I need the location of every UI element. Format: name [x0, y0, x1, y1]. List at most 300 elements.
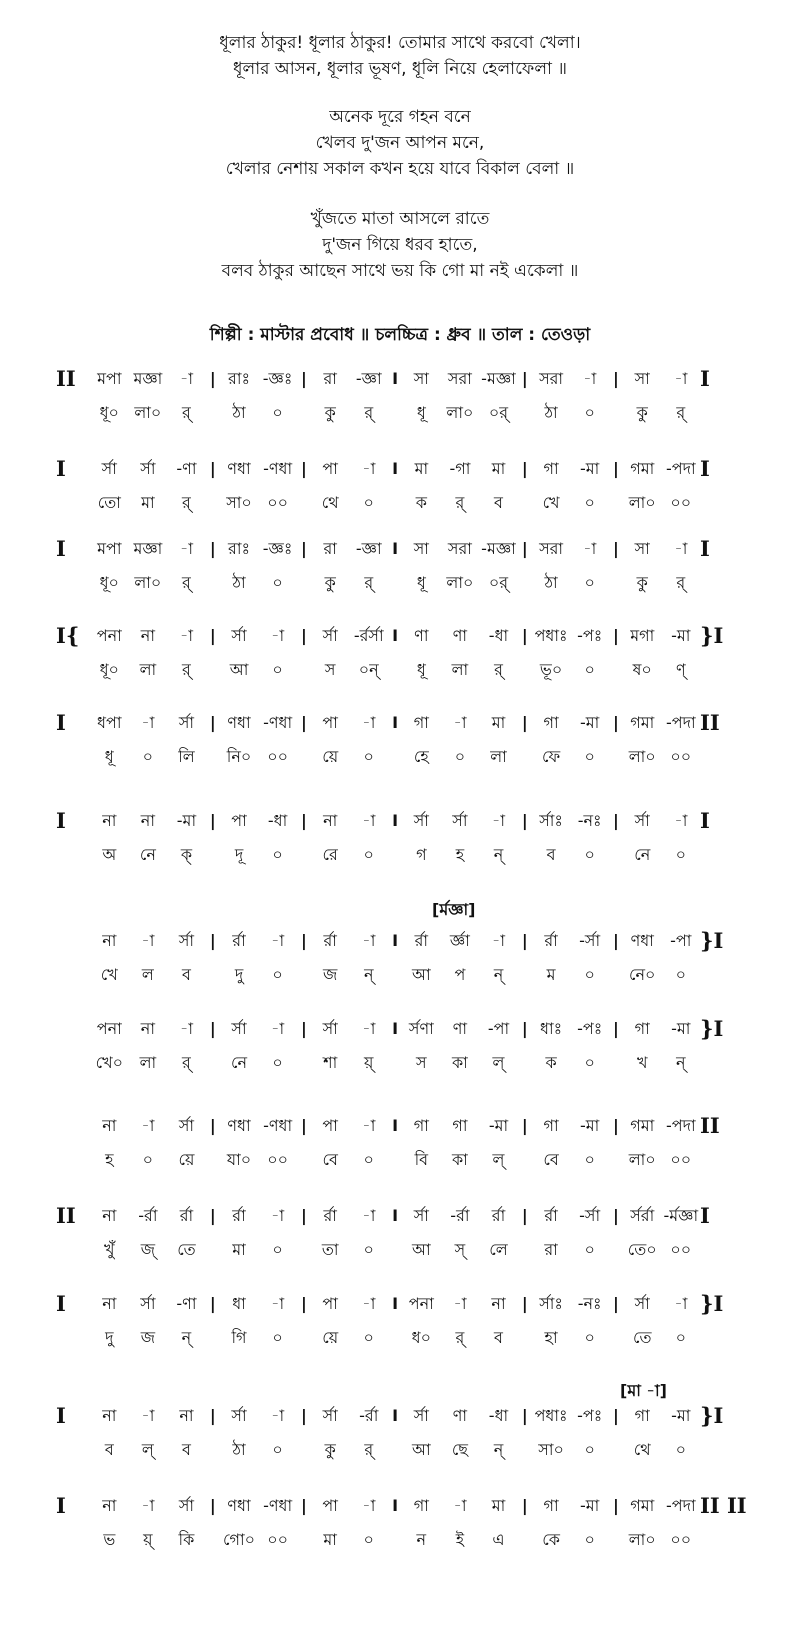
syllable: কু	[636, 573, 648, 592]
syllable: ধূ	[416, 573, 426, 592]
barline: |	[521, 1406, 528, 1425]
swara-note: র্সা	[231, 1019, 247, 1038]
swara-note: -া	[453, 1294, 467, 1313]
syllable: ০	[584, 403, 595, 422]
syllable: ল্	[141, 1440, 154, 1459]
swara-row	[90, 368, 700, 390]
syllable: ধূ	[416, 660, 426, 679]
notation-system	[0, 1495, 800, 1565]
swara-note: -মা	[176, 811, 197, 830]
barline: |	[613, 811, 619, 830]
syllable: ০	[363, 1240, 374, 1259]
syllable: মা	[323, 1530, 337, 1549]
swara-note: -া	[362, 713, 376, 732]
swara-note: -পঃ	[577, 1019, 603, 1038]
syllable	[609, 1439, 623, 1461]
swara-note: র্সা	[634, 811, 650, 830]
syllable	[609, 402, 623, 424]
notation-system	[0, 625, 800, 695]
start-barline: I	[56, 1291, 66, 1316]
barline: I	[392, 1206, 399, 1225]
swara-note: ণধা	[227, 1116, 251, 1135]
syllable: ব	[104, 1440, 114, 1459]
swara-note: -নঃ	[577, 1294, 602, 1313]
syllable: প	[454, 965, 466, 984]
syllable: আ	[229, 660, 249, 679]
syllable: লি	[178, 747, 195, 766]
annotation: [মা -া]	[620, 1381, 667, 1400]
swara-note: সা	[413, 539, 429, 558]
end-barline: II	[700, 1113, 720, 1138]
swara-row	[90, 1495, 700, 1517]
swara-note: -া	[141, 1496, 155, 1515]
barline: |	[300, 1496, 307, 1515]
lyric-syllable-row	[90, 746, 700, 768]
syllable: কু	[324, 573, 336, 592]
syllable: র্	[676, 403, 686, 422]
barline: |	[613, 931, 619, 950]
swara-note: -মা	[579, 459, 600, 478]
lyric-syllable-row	[90, 1439, 700, 1461]
syllable: কু	[324, 1440, 336, 1459]
barline: |	[613, 626, 619, 645]
swara-note: গমা	[630, 459, 655, 478]
lyric-syllable-row	[90, 1327, 700, 1349]
swara-note: -ধা	[267, 811, 288, 830]
swara-note: -া	[141, 1406, 155, 1425]
swara-note: সরা	[539, 369, 564, 388]
lyric-line: ধূলার আসন, ধূলার ভূষণ, ধূলি নিয়ে হেলাফেলা ॥	[233, 59, 567, 79]
syllable: লা০	[446, 573, 474, 592]
swara-note: -পঃ	[577, 626, 603, 645]
swara-note: -ণধা	[263, 713, 293, 732]
notation-system	[0, 1018, 800, 1088]
syllable: কু	[324, 403, 336, 422]
swara-note: মপা	[97, 369, 122, 388]
lyric-syllable-row	[90, 1052, 700, 1074]
swara-note: -া	[674, 1294, 688, 1313]
swara-note: -পা	[487, 1019, 510, 1038]
lyric-syllable-row	[90, 659, 700, 681]
syllable: ০	[363, 493, 374, 512]
syllable	[388, 844, 402, 866]
syllable: ০	[675, 1440, 686, 1459]
swara-row	[90, 810, 700, 832]
swara-note: র্রা	[323, 1206, 337, 1225]
annotation: [র্মজ্ঞা]	[432, 900, 476, 919]
swara-note: -া	[453, 1496, 467, 1515]
syllable: আ	[412, 1240, 431, 1259]
swara-note: ণা	[452, 1406, 468, 1425]
notation-system	[0, 368, 800, 438]
swara-note: গা	[413, 1116, 429, 1135]
swara-note: র্সা	[101, 459, 117, 478]
syllable: ধ০	[411, 1328, 432, 1347]
barline: |	[521, 931, 528, 950]
swara-note: রা	[323, 539, 337, 558]
syllable: খে০	[95, 1053, 123, 1072]
syllable: ০০	[267, 1150, 288, 1169]
swara-note: র্সা	[322, 626, 338, 645]
barline: |	[209, 713, 216, 732]
syllable: ন্	[493, 1440, 504, 1459]
barline: |	[521, 811, 528, 830]
barline: |	[613, 539, 619, 558]
swara-note: পা	[322, 1294, 338, 1313]
syllable	[297, 844, 311, 866]
syllable: ০	[584, 660, 595, 679]
swara-note: -া	[179, 1019, 194, 1038]
swara-note: -া	[141, 713, 155, 732]
swara-note: -জ্ঞঃ	[262, 539, 293, 558]
swara-note: -মজ্ঞা	[481, 369, 516, 388]
swara-note: না	[102, 1206, 117, 1225]
syllable: ০র্	[488, 403, 509, 422]
syllable	[206, 572, 220, 594]
syllable	[609, 492, 623, 514]
syllable: কা	[451, 1150, 468, 1169]
syllable	[518, 964, 532, 986]
swara-note: -া	[271, 1019, 285, 1038]
barline: I	[392, 539, 399, 558]
syllable: ০	[584, 493, 595, 512]
syllable: ধূ০	[99, 573, 119, 592]
swara-note: সরা	[539, 539, 564, 558]
swara-note: -া	[271, 1294, 285, 1313]
swara-note: সরা	[447, 369, 472, 388]
syllable: হে	[413, 747, 429, 766]
barline: |	[521, 1496, 528, 1515]
swara-note: ণা	[414, 626, 429, 645]
swara-note: র্রা	[544, 1206, 558, 1225]
syllable: ০০	[267, 493, 288, 512]
swara-note: ণা	[452, 626, 468, 645]
syllable: য়্	[364, 1053, 374, 1072]
syllable: র্	[364, 403, 374, 422]
syllable: র্	[182, 1053, 191, 1072]
swara-note: র্সা	[413, 1206, 429, 1225]
swara-note: না	[140, 811, 155, 830]
syllable	[297, 1239, 311, 1261]
notation-system	[0, 458, 800, 528]
syllable: য়্	[143, 1530, 153, 1549]
swara-note: পা	[322, 1116, 338, 1135]
swara-note: -পদা	[665, 1496, 696, 1515]
syllable: ০	[142, 1150, 154, 1169]
swara-note: -পঃ	[577, 1406, 603, 1425]
barline: I	[392, 811, 399, 830]
swara-note: -র্সা	[579, 931, 601, 950]
syllable: ০	[272, 573, 283, 592]
syllable: রা	[544, 1240, 558, 1259]
swara-note: -মা	[579, 713, 600, 732]
barline: I	[392, 713, 399, 732]
syllable: খে	[542, 493, 560, 512]
syllable: ০	[272, 845, 283, 864]
syllable: ন্	[363, 965, 374, 984]
syllable: ০	[584, 747, 595, 766]
swara-note: গা	[543, 1496, 559, 1515]
swara-note: -পদা	[665, 459, 696, 478]
syllable	[206, 1529, 220, 1551]
barline: |	[613, 1116, 619, 1135]
syllable: গি	[231, 1328, 247, 1347]
start-barline: I	[56, 1403, 66, 1428]
syllable: বে	[322, 1150, 338, 1169]
swara-note: -মজ্ঞা	[481, 539, 516, 558]
syllable: ন	[416, 1530, 427, 1549]
syllable	[518, 746, 532, 768]
swara-note: সা	[634, 539, 650, 558]
lyric-syllable-row	[90, 1529, 700, 1551]
syllable: কি	[178, 1530, 195, 1549]
swara-note: র্সা	[231, 626, 247, 645]
syllable: লা	[139, 660, 157, 679]
syllable	[388, 964, 402, 986]
syllable: লে	[489, 1240, 508, 1259]
swara-note: ণধা	[227, 1496, 251, 1515]
syllable: নে	[231, 1053, 248, 1072]
syllable: ০	[142, 747, 154, 766]
barline: |	[521, 369, 528, 388]
syllable: ০	[454, 747, 466, 766]
syllable: হ	[105, 1150, 114, 1169]
barline: |	[300, 626, 307, 645]
barline: I	[392, 1294, 399, 1313]
lyric-syllable-row	[90, 844, 700, 866]
notation-system	[0, 538, 800, 608]
swara-note: -া	[362, 1116, 376, 1135]
barline: |	[300, 811, 307, 830]
barline: |	[521, 1294, 528, 1313]
swara-note: র্সর্রা	[630, 1206, 655, 1225]
swara-note: গা	[543, 459, 559, 478]
syllable: ০ন্	[358, 660, 379, 679]
syllable: শা	[323, 1053, 338, 1072]
syllable: তে	[632, 1328, 652, 1347]
syllable: স্	[454, 1240, 466, 1259]
syllable: র্	[182, 493, 191, 512]
swara-note: পধাঃ	[534, 1406, 568, 1425]
syllable: লা০	[134, 403, 162, 422]
stanza-1	[0, 30, 800, 82]
syllable: সা০	[226, 493, 252, 512]
syllable	[297, 1439, 311, 1461]
lyric-line: খেলার নেশায় সকাল কখন হয়ে যাবে বিকাল বেলা ॥	[225, 159, 575, 179]
syllable: ০০	[670, 1150, 692, 1169]
syllable	[297, 659, 311, 681]
swara-note: পনা	[96, 1019, 122, 1038]
start-barline: I	[56, 536, 66, 561]
swara-row	[90, 1293, 700, 1315]
swara-note: র্রা	[544, 931, 558, 950]
syllable: হা	[544, 1328, 558, 1347]
end-barline: II	[700, 710, 720, 735]
swara-note: -া	[674, 539, 688, 558]
swara-note: মা	[414, 459, 429, 478]
syllable: নে০	[629, 965, 656, 984]
syllable: ০	[584, 1440, 595, 1459]
barline: |	[521, 1019, 528, 1038]
swara-note: পা	[322, 459, 338, 478]
swara-note: সরা	[447, 539, 472, 558]
syllable: স	[416, 1053, 427, 1072]
lyric-syllable-row	[90, 964, 700, 986]
syllable: ০র্	[488, 573, 509, 592]
syllable	[388, 1239, 402, 1261]
syllable: ক	[545, 1053, 557, 1072]
swara-note: র্সা	[140, 1294, 156, 1313]
syllable: ঠা	[544, 403, 558, 422]
syllable	[297, 964, 311, 986]
syllable	[206, 659, 220, 681]
syllable: ০০	[670, 1240, 692, 1259]
syllable	[609, 1149, 623, 1171]
barline: |	[300, 369, 307, 388]
syllable	[297, 746, 311, 768]
syllable	[206, 1439, 220, 1461]
syllable: ঠা	[232, 403, 246, 422]
swara-note: পনা	[408, 1294, 434, 1313]
syllable	[388, 659, 402, 681]
swara-note: না	[179, 1406, 194, 1425]
syllable: থে	[633, 1440, 651, 1459]
barline: I	[392, 1116, 399, 1135]
barline: |	[521, 626, 528, 645]
syllable: ০০	[267, 747, 288, 766]
swara-note: র্সা	[413, 811, 429, 830]
syllable: ০	[272, 965, 283, 984]
syllable: ০০	[670, 1530, 692, 1549]
syllable: ০	[272, 1328, 283, 1347]
syllable: রে	[322, 845, 338, 864]
barline: |	[209, 1294, 216, 1313]
stanza-3	[0, 206, 800, 284]
barline: |	[521, 539, 528, 558]
syllable: ০	[363, 747, 374, 766]
barline: I	[392, 1019, 399, 1038]
end-barline: }I	[700, 1016, 724, 1041]
swara-note: গা	[452, 1116, 468, 1135]
barline: I	[392, 1406, 399, 1425]
swara-note: গমা	[630, 713, 655, 732]
notation-system	[0, 1115, 800, 1185]
lyric-line: খুঁজতে মাতা আসলে রাতে	[310, 209, 490, 229]
syllable: ০	[363, 1150, 374, 1169]
swara-note: র্সাঃ	[539, 1294, 563, 1313]
swara-note: র্সা	[413, 1406, 429, 1425]
swara-note: মা	[491, 713, 506, 732]
swara-note: না	[102, 1406, 117, 1425]
syllable: ন্	[676, 1053, 686, 1072]
syllable: ০	[584, 1328, 595, 1347]
syllable: যা০	[226, 1150, 252, 1169]
swara-note: র্রা	[179, 1206, 194, 1225]
swara-note: -র্রা	[359, 1406, 379, 1425]
syllable: ব	[181, 1440, 191, 1459]
syllable: ০	[272, 403, 283, 422]
notation-system	[0, 1205, 800, 1275]
syllable	[609, 1529, 623, 1551]
syllable: র্	[182, 573, 191, 592]
syllable: খে	[100, 965, 118, 984]
syllable: ০	[584, 845, 595, 864]
swara-note: না	[491, 1294, 506, 1313]
syllable: ০	[363, 1530, 374, 1549]
syllable: ০	[584, 1240, 595, 1259]
swara-note: গা	[543, 713, 559, 732]
barline: |	[209, 811, 216, 830]
syllable: ন্	[181, 1328, 192, 1347]
swara-note: -া	[271, 1206, 285, 1225]
start-barline: I	[56, 808, 66, 833]
swara-note: র্রা	[491, 1206, 506, 1225]
swara-note: -া	[271, 1406, 285, 1425]
syllable	[388, 1327, 402, 1349]
syllable	[297, 492, 311, 514]
syllable: ০	[584, 573, 595, 592]
syllable: তে০	[627, 1240, 657, 1259]
end-barline: I	[700, 366, 710, 391]
swara-row	[90, 1405, 700, 1427]
syllable: ণ্	[675, 660, 686, 679]
barline: |	[613, 713, 619, 732]
syllable: ফে	[541, 747, 561, 766]
syllable	[297, 572, 311, 594]
swara-note: -ণা	[176, 1294, 197, 1313]
syllable: ব	[181, 965, 191, 984]
syllable: ক	[415, 493, 427, 512]
barline: |	[300, 459, 307, 478]
syllable: খুঁ	[104, 1240, 115, 1259]
syllable	[206, 964, 220, 986]
swara-note: -মা	[671, 1406, 691, 1425]
barline: |	[209, 931, 216, 950]
start-barline: I	[56, 710, 66, 735]
syllable	[518, 659, 532, 681]
syllable: লা০	[134, 573, 162, 592]
syllable: ষ০	[632, 660, 652, 679]
syllable	[297, 1149, 311, 1171]
end-barline: }I	[700, 1403, 724, 1428]
swara-note: -গা	[449, 459, 471, 478]
syllable: জ্	[140, 1240, 156, 1259]
swara-note: -া	[362, 1496, 376, 1515]
swara-note: -মা	[579, 1496, 600, 1515]
barline: |	[613, 1206, 619, 1225]
swara-note: গা	[634, 1019, 650, 1038]
syllable: ০	[584, 965, 595, 984]
swara-row	[90, 458, 700, 480]
barline: |	[521, 713, 528, 732]
swara-note: ণধা	[227, 459, 251, 478]
syllable	[206, 402, 220, 424]
syllable: ব	[494, 493, 503, 512]
syllable: খ	[636, 1053, 648, 1072]
barline: |	[300, 1019, 307, 1038]
swara-note: -া	[362, 931, 376, 950]
syllable: লা০	[628, 1530, 656, 1549]
syllable	[609, 1327, 623, 1349]
syllable	[609, 1052, 623, 1074]
syllable: ০০	[670, 493, 692, 512]
swara-note: -া	[491, 931, 506, 950]
swara-note: -া	[674, 369, 688, 388]
start-barline: II	[56, 1203, 76, 1228]
syllable: ব	[494, 1328, 503, 1347]
swara-note: পনা	[96, 626, 122, 645]
swara-note: না	[323, 811, 338, 830]
